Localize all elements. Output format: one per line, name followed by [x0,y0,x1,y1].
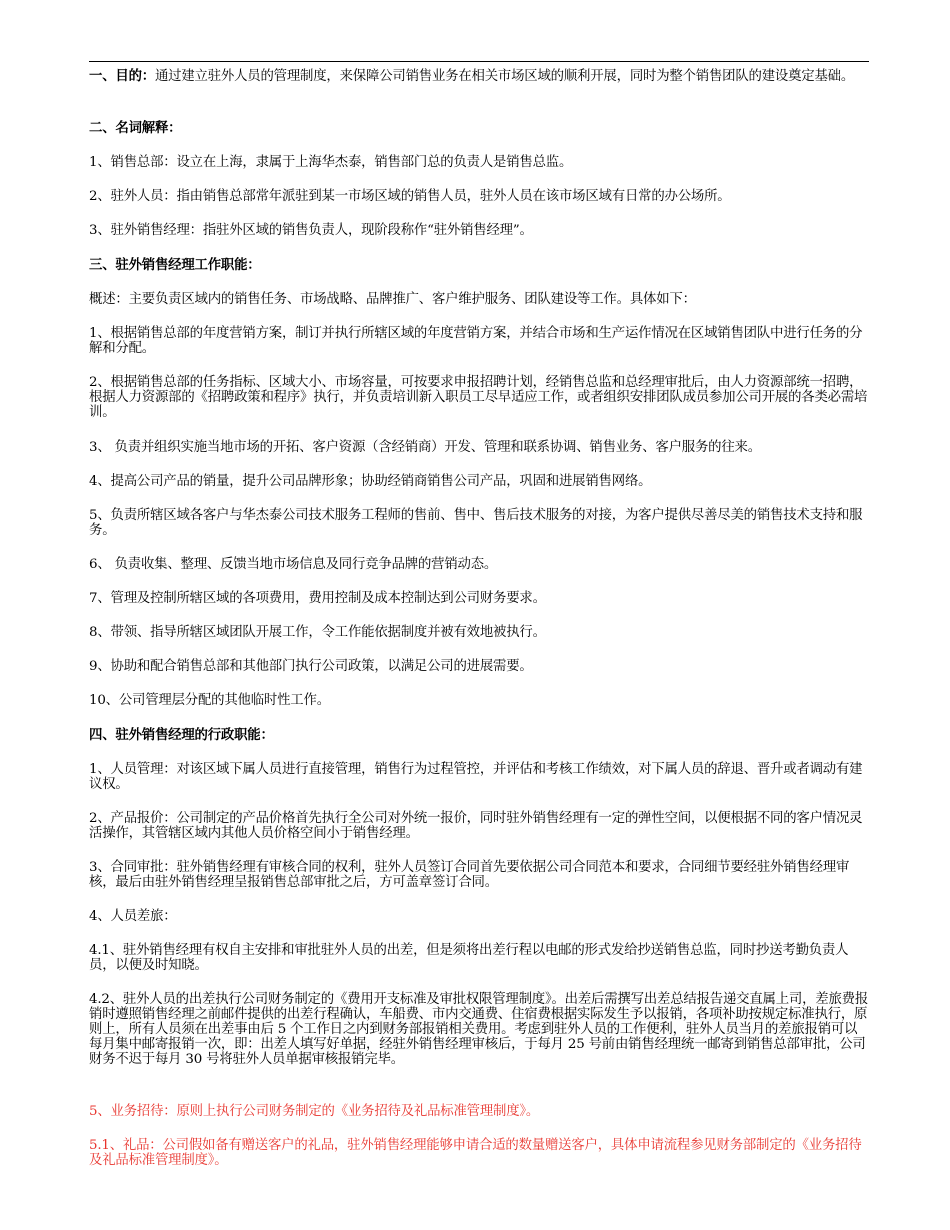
section-3-item: 4、提高公司产品的销量，提升公司品牌形象；协助经销商销售公司产品，巩固和进展销售网络。 [89,474,652,489]
section-4-item: 3、合同审批：驻外销售经理有审核合同的权利，驻外人员签订合同首先要依据公司合同范本和要求，合同细节要经驻外销售经理审核，最后由驻外销售经理呈报销售总部审批之后，方可盖章签订合同。 [89,860,850,890]
section-3-item: 3、 负责并组织实施当地市场的开拓、客户资源（含经销商）开发、管理和联系协调、销售业务、客户服务的往来。 [89,440,761,455]
section-3-overview: 概述：主要负责区域内的销售任务、市场战略、品牌推广、客户维护服务、团队建设等工作。具体如下： [89,292,696,307]
section-2-item: 1、销售总部：设立在上海，隶属于上海华杰泰，销售部门总的负责人是销售总监。 [89,155,573,170]
section-1-paragraph [89,69,869,84]
section-1-text: 通过建立驻外人员的管理制度，来保障公司销售业务在相关市场区域的顺利开展，同时为整个销售团队的建设奠定基础。 [154,69,855,84]
section-4-item: 4、人员差旅： [89,909,177,924]
section-2-item: 2、驻外人员：指由销售总部常年派驻到某一市场区域的销售人员，驻外人员在该市场区域有日常的办公场所。 [89,189,731,204]
section-3-item: 8、带领、指导所辖区域团队开展工作，令工作能依据制度并被有效地被执行。 [89,625,546,640]
section-3-item: 6、 负责收集、整理、反馈当地市场信息及同行竞争品牌的营销动态。 [89,557,498,572]
section-3-item: 1、根据销售总部的年度营销方案，制订并执行所辖区域的年度营销方案，并结合市场和生产运作情况在区域销售团队中进行任务的分解和分配。 [89,326,863,356]
top-rule [89,61,869,62]
section-3-item: 5、负责所辖区域各客户与华杰泰公司技术服务工程师的售前、售中、售后技术服务的对接，为客户提供尽善尽美的销售技术支持和服务。 [89,508,863,538]
section-4-heading: 四、驻外销售经理的行政职能： [89,727,274,743]
section-3-item: 10、公司管理层分配的其他临时性工作。 [89,693,330,708]
section-4-red-item: 5、业务招待：原则上执行公司财务制定的《业务招待及礼品标准管理制度》。 [89,1104,540,1119]
section-3-item: 9、协助和配合销售总部和其他部门执行公司政策，以满足公司的进展需要。 [89,659,533,674]
section-4-item: 4.2、驻外人员的出差执行公司财务制定的《费用开支标准及审批权限管理制度》。出差后需撰写出差总结报告递交直属上司，差旅费报销时遵照销售经理之前邮件提供的出差行程确认，车船费、市内交通费、住宿费根据实际发生予以报销，各项补助按规定标准执行，原则上，所有人员须在出差事由后 5 个工作日之内到财务部报销相关费用。考虑到驻外人员的工作便利，驻外人员当月的差旅报销可以每月集中邮寄报销一次，即：出差人填写好单据，经驻外销售经理审核后，于每月 25 号前由销售经理统一邮寄到销售总部审批，公司财务不迟于每月 30 号将驻外人员单据审核报销完毕。 [89,992,869,1067]
section-1-heading: 一、目的： [89,68,155,84]
section-3-heading: 三、驻外销售经理工作职能： [89,257,261,273]
section-3-item: 2、根据销售总部的任务指标、区域大小、市场容量，可按要求申报招聘计划，经销售总监和总经理审批后，由人力资源部统一招聘，根据人力资源部的《招聘政策和程序》执行，并负责培训新入职员工尽早适应工作，或者组织安排团队成员参加公司开展的各类必需培训。 [89,375,868,420]
section-4-item: 4.1、驻外销售经理有权自主安排和审批驻外人员的出差，但是须将出差行程以电邮的形式发给抄送销售总监，同时抄送考勤负责人员，以便及时知晓。 [89,943,849,973]
section-4-item: 1、人员管理：对该区域下属人员进行直接管理，销售行为过程管控，并评估和考核工作绩效，对下属人员的辞退、晋升或者调动有建议权。 [89,762,863,792]
section-4-item: 2、产品报价：公司制定的产品价格首先执行全公司对外统一报价，同时驻外销售经理有一定的弹性空间，以便根据不同的客户情况灵活操作，其管辖区域内其他人员价格空间小于销售经理。 [89,811,863,841]
section-2-heading: 二、名词解释： [89,120,182,136]
section-2-item: 3、驻外销售经理：指驻外区域的销售负责人，现阶段称作“驻外销售经理”。 [89,223,533,238]
section-4-red-item: 5.1、礼品：公司假如备有赠送客户的礼品，驻外销售经理能够申请合适的数量赠送客户，具体申请流程参见财务部制定的《业务招待及礼品标准管理制度》。 [89,1138,862,1168]
section-3-item: 7、管理及控制所辖区域的各项费用，费用控制及成本控制达到公司财务要求。 [89,591,546,606]
